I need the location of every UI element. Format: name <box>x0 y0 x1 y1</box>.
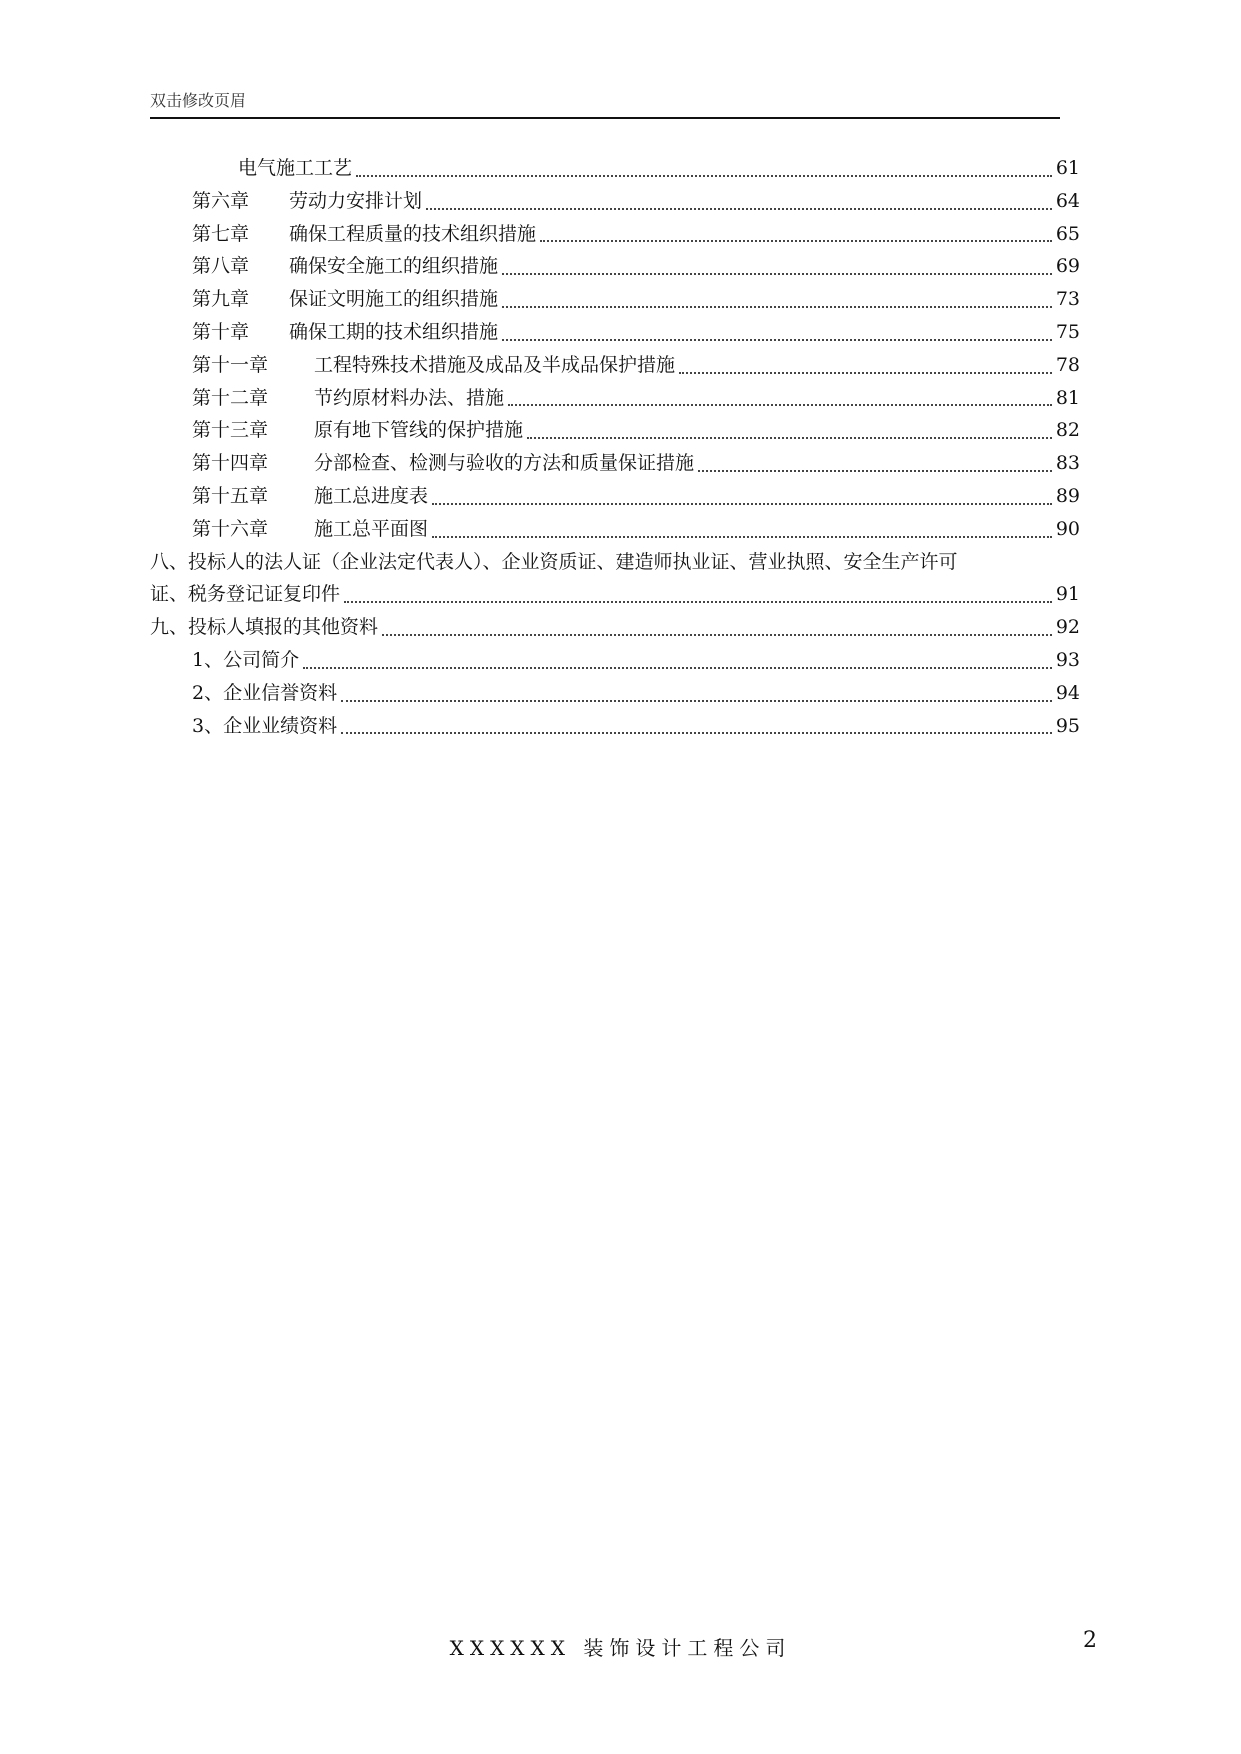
toc-leader-dots <box>698 470 1052 472</box>
toc-page-number: 90 <box>1055 517 1080 540</box>
toc-chapter-number: 第十章 <box>192 320 250 343</box>
toc-page-number: 61 <box>1055 157 1080 179</box>
toc-page-number: 78 <box>1055 353 1080 376</box>
toc-leader-dots <box>679 372 1052 374</box>
page-number: 2 <box>1083 1628 1097 1653</box>
toc-leader-dots <box>502 339 1052 341</box>
toc-section-8-continuation: 证、税务登记证复印件 <box>150 583 341 606</box>
toc-page-number: 89 <box>1055 484 1080 507</box>
toc-page-number: 92 <box>1055 616 1080 639</box>
toc-entry[interactable] <box>150 218 1080 251</box>
toc-entry[interactable] <box>150 611 1080 644</box>
toc-page-number: 81 <box>1055 386 1080 409</box>
toc-entry[interactable] <box>150 677 1080 710</box>
toc-chapter-number: 第十二章 <box>192 386 269 409</box>
table-of-contents <box>150 152 1080 742</box>
toc-page-number: 75 <box>1055 320 1080 343</box>
toc-page-number: 82 <box>1055 419 1080 442</box>
toc-page-number: 65 <box>1055 222 1080 245</box>
toc-chapter-number: 第十四章 <box>192 452 269 475</box>
toc-leader-dots <box>356 175 1052 177</box>
toc-chapter-number: 第八章 <box>192 255 250 278</box>
toc-chapter-number: 第九章 <box>192 288 250 311</box>
toc-entry-title: 节约原材料办法、措施 <box>314 386 505 409</box>
toc-chapter-number: 第十六章 <box>192 517 269 540</box>
toc-leader-dots <box>527 437 1052 439</box>
toc-page-number: 94 <box>1055 681 1080 704</box>
toc-page-number: 73 <box>1055 288 1080 311</box>
toc-entry[interactable] <box>150 250 1080 283</box>
toc-leader-dots <box>540 240 1052 242</box>
toc-entry[interactable] <box>150 513 1080 546</box>
toc-entry[interactable] <box>150 349 1080 382</box>
toc-entry[interactable] <box>150 283 1080 316</box>
toc-page-number: 95 <box>1055 714 1080 737</box>
toc-chapter-number: 第十三章 <box>192 419 269 442</box>
toc-leader-dots <box>303 667 1052 669</box>
toc-entry[interactable] <box>150 152 1080 185</box>
toc-entry[interactable] <box>150 316 1080 349</box>
toc-leader-dots <box>426 208 1052 210</box>
toc-leader-dots <box>508 404 1052 406</box>
toc-entry-title: 确保安全施工的组织措施 <box>289 255 499 278</box>
toc-section-9-title: 九、投标人填报的其他资料 <box>150 616 379 639</box>
toc-entry-title: 工程特殊技术措施及成品及半成品保护措施 <box>314 353 676 376</box>
toc-leader-dots <box>432 503 1052 505</box>
toc-entry-title: 劳动力安排计划 <box>289 189 423 212</box>
toc-entry[interactable] <box>150 447 1080 480</box>
page-footer-company: XXXXXX 装饰设计工程公司 <box>449 1636 792 1660</box>
toc-leader-dots <box>341 700 1052 702</box>
toc-entry-title: 电气施工工艺 <box>238 157 353 179</box>
toc-leader-dots <box>502 306 1052 308</box>
toc-entry-title: 3、企业业绩资料 <box>192 714 338 737</box>
toc-entry-title: 1、公司简介 <box>192 648 300 671</box>
toc-leader-dots <box>341 732 1052 734</box>
toc-page-number: 64 <box>1055 189 1080 212</box>
toc-chapter-number: 第六章 <box>192 189 250 212</box>
toc-entry-title: 保证文明施工的组织措施 <box>289 288 499 311</box>
toc-section-8-title[interactable]: 八、投标人的法人证（企业法定代表人）、企业资质证、建造师执业证、营业执照、安全生产许可 <box>150 550 958 573</box>
toc-entry-title: 施工总平面图 <box>314 517 429 540</box>
toc-entry-title: 确保工程质量的技术组织措施 <box>289 222 537 245</box>
toc-entry-title: 确保工期的技术组织措施 <box>289 320 499 343</box>
toc-entry-title: 原有地下管线的保护措施 <box>314 419 524 442</box>
toc-leader-dots <box>382 634 1052 636</box>
toc-entry-title: 施工总进度表 <box>314 484 429 507</box>
toc-chapter-number: 第七章 <box>192 222 250 245</box>
toc-entry[interactable] <box>150 710 1080 743</box>
toc-entry[interactable] <box>150 644 1080 677</box>
toc-entry[interactable] <box>150 382 1080 415</box>
toc-entry-title: 分部检查、检测与验收的方法和质量保证措施 <box>314 452 695 475</box>
toc-entry[interactable] <box>150 185 1080 218</box>
toc-page-number: 69 <box>1055 255 1080 278</box>
page-header: 双击修改页眉 <box>150 88 1060 119</box>
toc-entry[interactable] <box>150 480 1080 513</box>
toc-chapter-number: 第十五章 <box>192 484 269 507</box>
toc-page-number: 91 <box>1055 583 1080 606</box>
toc-leader-dots <box>344 601 1052 603</box>
toc-leader-dots <box>502 273 1052 275</box>
toc-chapter-number: 第十一章 <box>192 353 269 376</box>
toc-entry[interactable] <box>150 578 1080 611</box>
toc-entry[interactable] <box>150 414 1080 447</box>
toc-page-number: 93 <box>1055 648 1080 671</box>
toc-leader-dots <box>432 536 1052 538</box>
toc-page-number: 83 <box>1055 452 1080 475</box>
toc-entry-title: 2、企业信誉资料 <box>192 681 338 704</box>
